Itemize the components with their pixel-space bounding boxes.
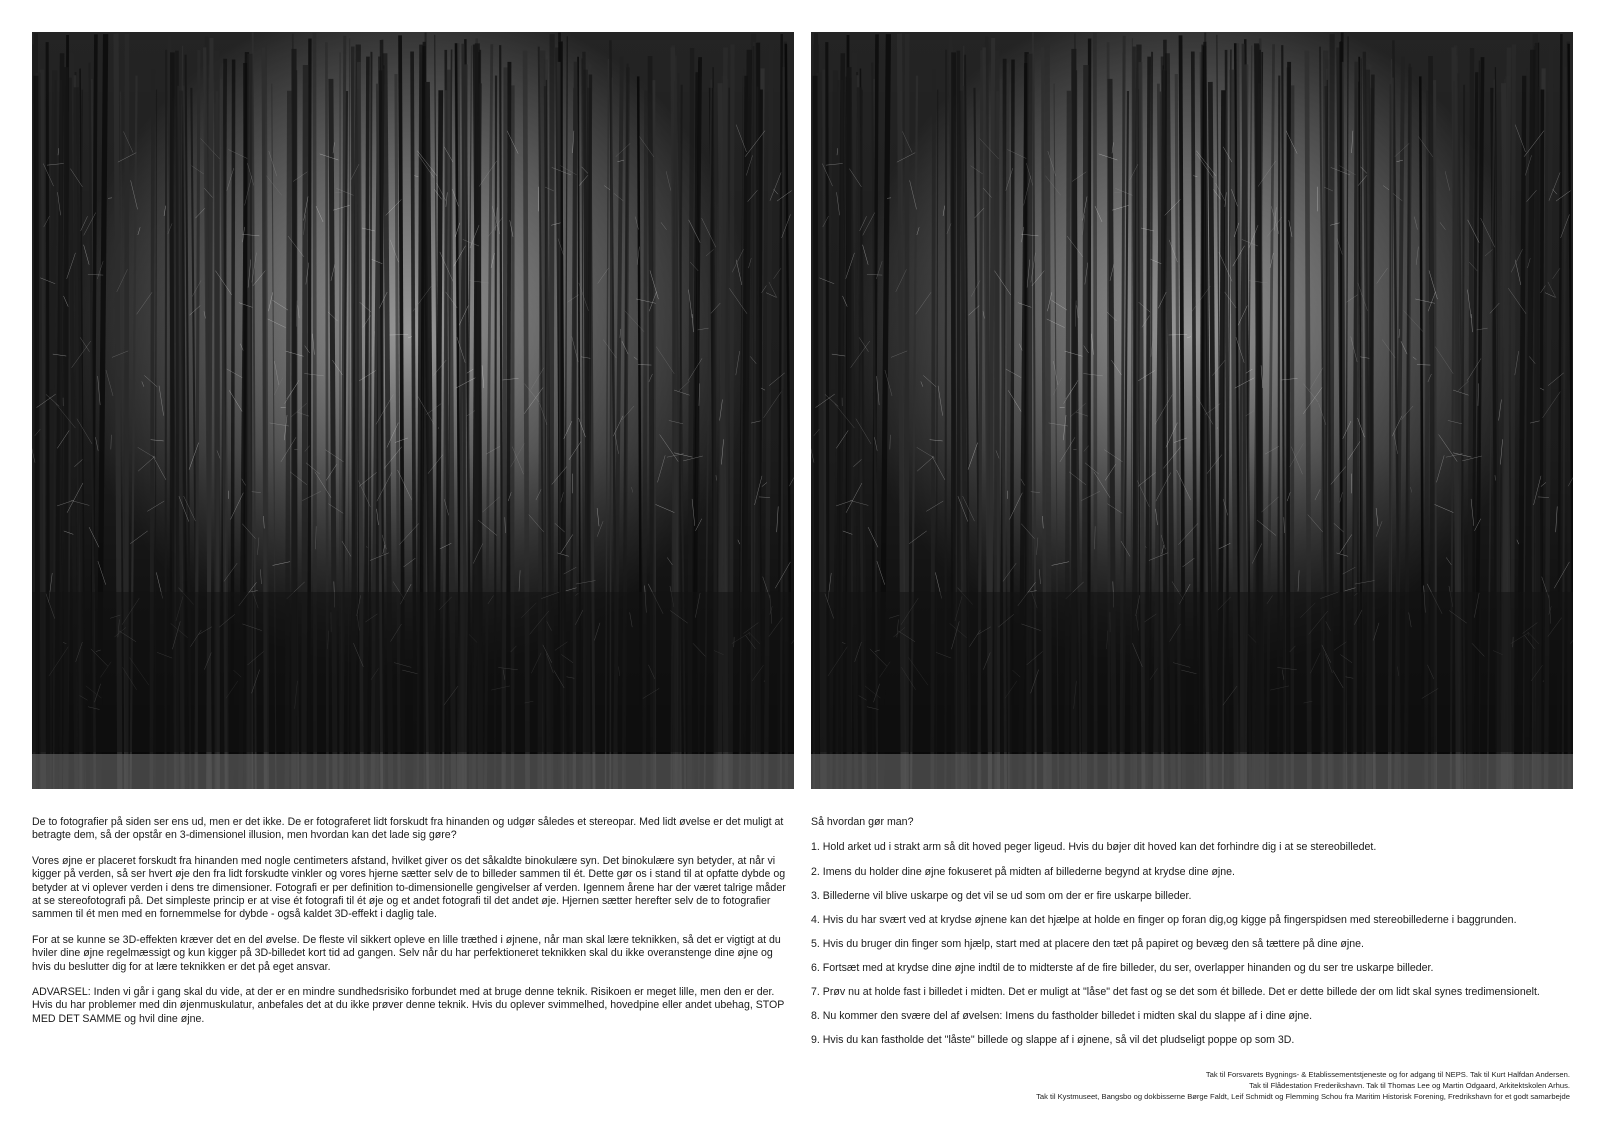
forest-photo-left xyxy=(32,32,794,789)
credit-line-1: Tak til Forsvarets Bygnings- & Etablissementstjeneste og for adgang til NEPS. Tak til Kurt Halfdan Andersen. xyxy=(1205,1070,1570,1079)
instruction-step-7: 7. Prøv nu at holde fast i billedet i midten. Det er muligt at "låse" det fast og se det som ét billede. Det er dette billede der om lidt skal synes tredimensionelt. xyxy=(811,985,1540,998)
instruction-step-6: 6. Fortsæt med at krydse dine øjne indtil de to midterste af de fire billeder, du ser, overlapper hinanden og du ser tre uskarpe billeder. xyxy=(811,961,1434,974)
intro-text-column xyxy=(32,816,794,1038)
credits xyxy=(1036,1069,1570,1103)
instruction-step-1: 1. Hold arket ud i strakt arm så dit hoved peger ligeud. Hvis du bøjer dit hoved kan det forhindre dig i at se stereobilledet. xyxy=(811,841,1377,854)
credit-line-3: Tak til Kystmuseet, Bangsbo og dokbisserne Børge Faldt, Leif Schmidt og Flemming Schou fra Maritim Historisk Forening, Fredrikshavn for et godt samarbejde xyxy=(1036,1092,1570,1102)
stereo-photo-right xyxy=(811,32,1573,789)
instruction-step-9: 9. Hvis du kan fastholde det "låste" billede og slappe af i øjnene, så vil det pludseligt poppe op som 3D. xyxy=(811,1034,1295,1047)
binocular-paragraph: Vores øjne er placeret forskudt fra hinanden med nogle centimeters afstand, hvilket giver os det såkaldte binokulære syn. Det binokulære syn betyder, at når vi kigger på verden, så ser hvert øje den fra lidt forskudte vinkler og vores hjerne sætter selv de to billeder sammen til ét. Dette gør os i stand til at opfatte dybde og betyder at vi oplever verden i dens tre dimensioner. Fotografi er per definition to-dimensionelle gengivelser af verden. Igennem årene har der været talrige måder at se stereofotografi på. Det simpleste princip er at vise ét fotografi til ét øje og et andet fotografi til det andet øje. Hjernen sætter herefter selv de to fotografier sammen til ét men med en fornemmelse for dybde - også kaldet 3D-effekt i daglig tale. xyxy=(32,854,786,921)
credit-line-2: Tak til Flådestation Frederikshavn. Tak til Thomas Lee og Martin Odgaard, Arkitektskolen Arhus. xyxy=(1249,1081,1570,1091)
practice-paragraph: For at se kunne se 3D-effekten kræver det en del øvelse. De fleste vil sikkert opleve en lille træthed i øjnene, når man skal lære teknikken, så det er vigtigt at du hviler dine øjne regelmæssigt og kun kigger på 3D-billedet kort tid ad gangen. Selv når du har perfektioneret teknikken skal du ikke overanstenge dine øjne og hvis du beslutter dig for at lære teknikken er det på eget ansvar. xyxy=(32,933,781,973)
instruction-step-8: 8. Nu kommer den svære del af øvelsen: Imens du fastholder billedet i midten skal du slappe af i dine øjne. xyxy=(811,1010,1313,1023)
intro-paragraph: De to fotografier på siden ser ens ud, men er det ikke. De er fotograferet lidt forskudt fra hinanden og udgør således et stereopar. Med lidt øvelse er det muligt at betragte dem, så der opstår en 3-dimensionel illusion, men hvordan kan det lade sig gøre? xyxy=(32,816,784,842)
forest-photo-right xyxy=(811,32,1573,789)
stereo-photo-left xyxy=(32,32,794,789)
instruction-step-4: 4. Hvis du har svært ved at krydse øjnene kan det hjælpe at holde en finger op foran dig,og kigge på fingerspidsen med stereobillederne i baggrunden. xyxy=(811,913,1517,926)
instructions-heading: Så hvordan gør man? xyxy=(811,816,914,828)
instruction-step-5: 5. Hvis du bruger din finger som hjælp, start med at placere den tæt på papiret og bevæg den så tættere på dine øjne. xyxy=(811,937,1364,950)
warning-paragraph: ADVARSEL: Inden vi går i gang skal du vide, at der er en mindre sundhedsrisiko forbundet med at bruge denne teknik. Risikoen er meget lille, men den er der. Hvis du har problemer med din øjenmuskulatur, anbefales det at du ikke prøver denne teknik. Hvis du oplever svimmelhed, hovedpine eller andet ubehag, STOP MED DET SAMME og hvil dine øjne. xyxy=(32,986,785,1025)
instruction-step-2: 2. Imens du holder dine øjne fokuseret på midten af billederne begynd at krydse dine øjne. xyxy=(811,865,1236,878)
instruction-step-3: 3. Billederne vil blive uskarpe og det vil se ud som om der er fire uskarpe billeder. xyxy=(811,889,1192,902)
instructions-column xyxy=(811,816,1573,1058)
